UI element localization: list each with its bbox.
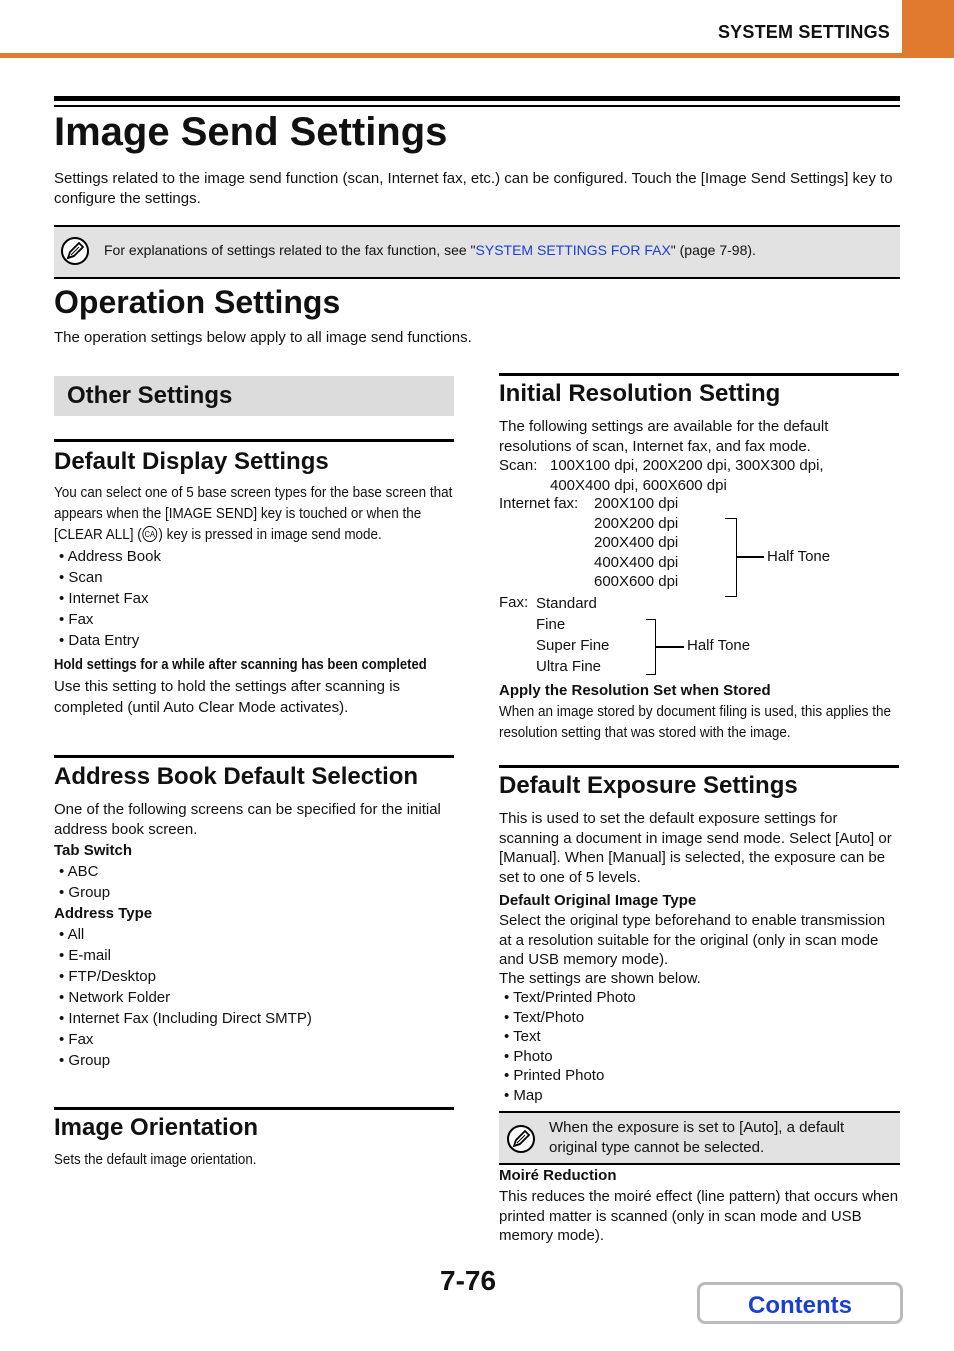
- moire-text: This reduces the moiré effect (line pattern) that occurs when printed matter is scanned (only in scan mode and USB memory mode).: [499, 1188, 899, 1244]
- default-display-rule: [54, 439, 454, 442]
- list-item: • Fax: [59, 1031, 94, 1048]
- fax-values: Standard Fine Super Fine Ultra Fine: [536, 595, 610, 675]
- other-settings-title: Other Settings: [67, 382, 233, 409]
- list-item: • Text: [504, 1028, 541, 1045]
- address-book-title: Address Book Default Selection: [54, 763, 419, 790]
- other-settings-banner: [54, 376, 454, 416]
- address-book-text: One of the following screens can be specified for the initial address book screen.: [54, 801, 441, 838]
- exposure-note: [499, 1111, 900, 1165]
- list-item: • Group: [59, 1052, 111, 1069]
- fax-half-tone-label: Half Tone: [687, 637, 751, 654]
- moire-title: Moiré Reduction: [499, 1167, 617, 1184]
- contents-button[interactable]: [697, 1282, 903, 1324]
- tab-switch-title: Tab Switch: [54, 842, 133, 859]
- header-line: [0, 53, 954, 58]
- list-item: • FTP/Desktop: [59, 968, 156, 985]
- original-type-list: [499, 988, 636, 1105]
- list-item: • Data Entry: [59, 632, 140, 649]
- list-item: • Text/Photo: [504, 1008, 585, 1026]
- address-book-rule: [54, 755, 454, 758]
- pencil-note-icon: [60, 236, 90, 266]
- list-item: • All: [59, 926, 85, 943]
- address-type-list: [54, 924, 312, 1071]
- address-type-title: Address Type: [54, 905, 153, 922]
- title-rule-bottom: [54, 105, 900, 107]
- list-item: • Scan: [59, 569, 103, 586]
- original-type-text-2: The settings are shown below.: [499, 970, 701, 987]
- half-tone-bracket: [725, 518, 737, 597]
- scan-label: Scan:: [499, 457, 538, 474]
- list-item: • Text/Printed Photo: [504, 989, 636, 1006]
- initial-resolution-title: Initial Resolution Setting: [499, 380, 781, 407]
- list-item: • Address Book: [59, 548, 161, 565]
- header-section-title: SYSTEM SETTINGS: [717, 22, 890, 42]
- half-tone-connector: [737, 556, 764, 558]
- page-title: Image Send Settings: [54, 110, 448, 154]
- list-item: • Network Folder: [59, 989, 171, 1006]
- fax-label: Fax:: [499, 594, 529, 611]
- exposure-text: This is used to set the default exposure settings for scanning a document in image send mode. Select [Auto] or [Manual]. When [Manual] is selected, the exposure can be set to one of 5 levels.: [499, 810, 892, 886]
- exposure-title: Default Exposure Settings: [499, 772, 798, 799]
- fax-note: [54, 225, 900, 279]
- internet-fax-label: Internet fax:: [499, 495, 579, 512]
- exposure-rule: [499, 765, 899, 768]
- fax-half-tone-connector: [656, 646, 684, 648]
- title-rule-top: [54, 96, 900, 101]
- tab-switch-list: [54, 861, 110, 903]
- hold-settings-text: Use this setting to hold the settings after scanning is completed (until Auto Clear Mode activates).: [54, 678, 401, 716]
- default-display-text: You can select one of 5 base screen types for the base screen that appears when the [IMAGE SEND] key is touched or when the [CLEAR ALL] ( CA ) key is pressed in image send mode.: [54, 485, 453, 543]
- orientation-rule: [54, 1107, 454, 1110]
- apply-resolution-text: When an image stored by document filing is used, this applies the resolution setting that was stored with the image.: [499, 704, 892, 741]
- scan-values: 100X100 dpi, 200X200 dpi, 300X300 dpi, 400X400 dpi, 600X600 dpi: [550, 457, 824, 494]
- list-item: • E-mail: [59, 947, 111, 964]
- half-tone-label: Half Tone: [767, 548, 831, 565]
- pencil-note-icon: [506, 1124, 536, 1154]
- list-item: • Internet Fax: [59, 590, 149, 607]
- fax-half-tone-bracket: [646, 619, 656, 675]
- internet-fax-values: 200X100 dpi 200X200 dpi 200X400 dpi 400X400 dpi 600X600 dpi: [594, 495, 679, 590]
- list-item: • Internet Fax (Including Direct SMTP): [59, 1010, 312, 1027]
- fax-note-text: For explanations of settings related to the fax function, see "SYSTEM SETTINGS FOR FAX" (page 7-98).: [104, 242, 756, 258]
- initial-resolution-rule: [499, 373, 899, 376]
- initial-resolution-text: The following settings are available for the default resolutions of scan, Internet fax, and fax mode.: [499, 418, 829, 455]
- operation-settings-text: The operation settings below apply to all image send functions.: [54, 329, 472, 346]
- clear-all-key-icon: [142, 525, 159, 543]
- list-item: • ABC: [59, 863, 99, 880]
- intro-text: Settings related to the image send function (scan, Internet fax, etc.) can be configured. Touch the [Image Send Settings] key to configure the settings.: [54, 170, 893, 207]
- default-display-title: Default Display Settings: [54, 448, 329, 475]
- orientation-title: Image Orientation: [54, 1114, 259, 1141]
- svg-text:CA: CA: [144, 529, 156, 540]
- list-item: • Group: [59, 884, 111, 901]
- list-item: • Map: [504, 1086, 543, 1104]
- exposure-note-text: When the exposure is set to [Auto], a default original type cannot be selected.: [549, 1119, 845, 1156]
- original-type-title: Default Original Image Type: [499, 892, 697, 909]
- hold-settings-title: Hold settings for a while after scanning has been completed: [54, 657, 427, 673]
- fax-settings-link[interactable]: SYSTEM SETTINGS FOR FAX: [475, 242, 671, 258]
- operation-settings-title: Operation Settings: [54, 284, 341, 320]
- page-number: 7-76: [440, 1265, 497, 1296]
- original-type-text: Select the original type beforehand to enable transmission at a resolution suitable for the original (only in scan mode and USB memory mode).: [499, 912, 886, 968]
- list-item: • Fax: [59, 611, 94, 628]
- apply-resolution-title: Apply the Resolution Set when Stored: [499, 682, 771, 699]
- header-tab: [902, 0, 954, 54]
- default-display-list: [54, 546, 161, 651]
- contents-button-label: Contents: [748, 1292, 852, 1319]
- list-item: • Photo: [504, 1047, 553, 1065]
- orientation-text: Sets the default image orientation.: [54, 1152, 257, 1168]
- list-item: • Printed Photo: [504, 1067, 605, 1084]
